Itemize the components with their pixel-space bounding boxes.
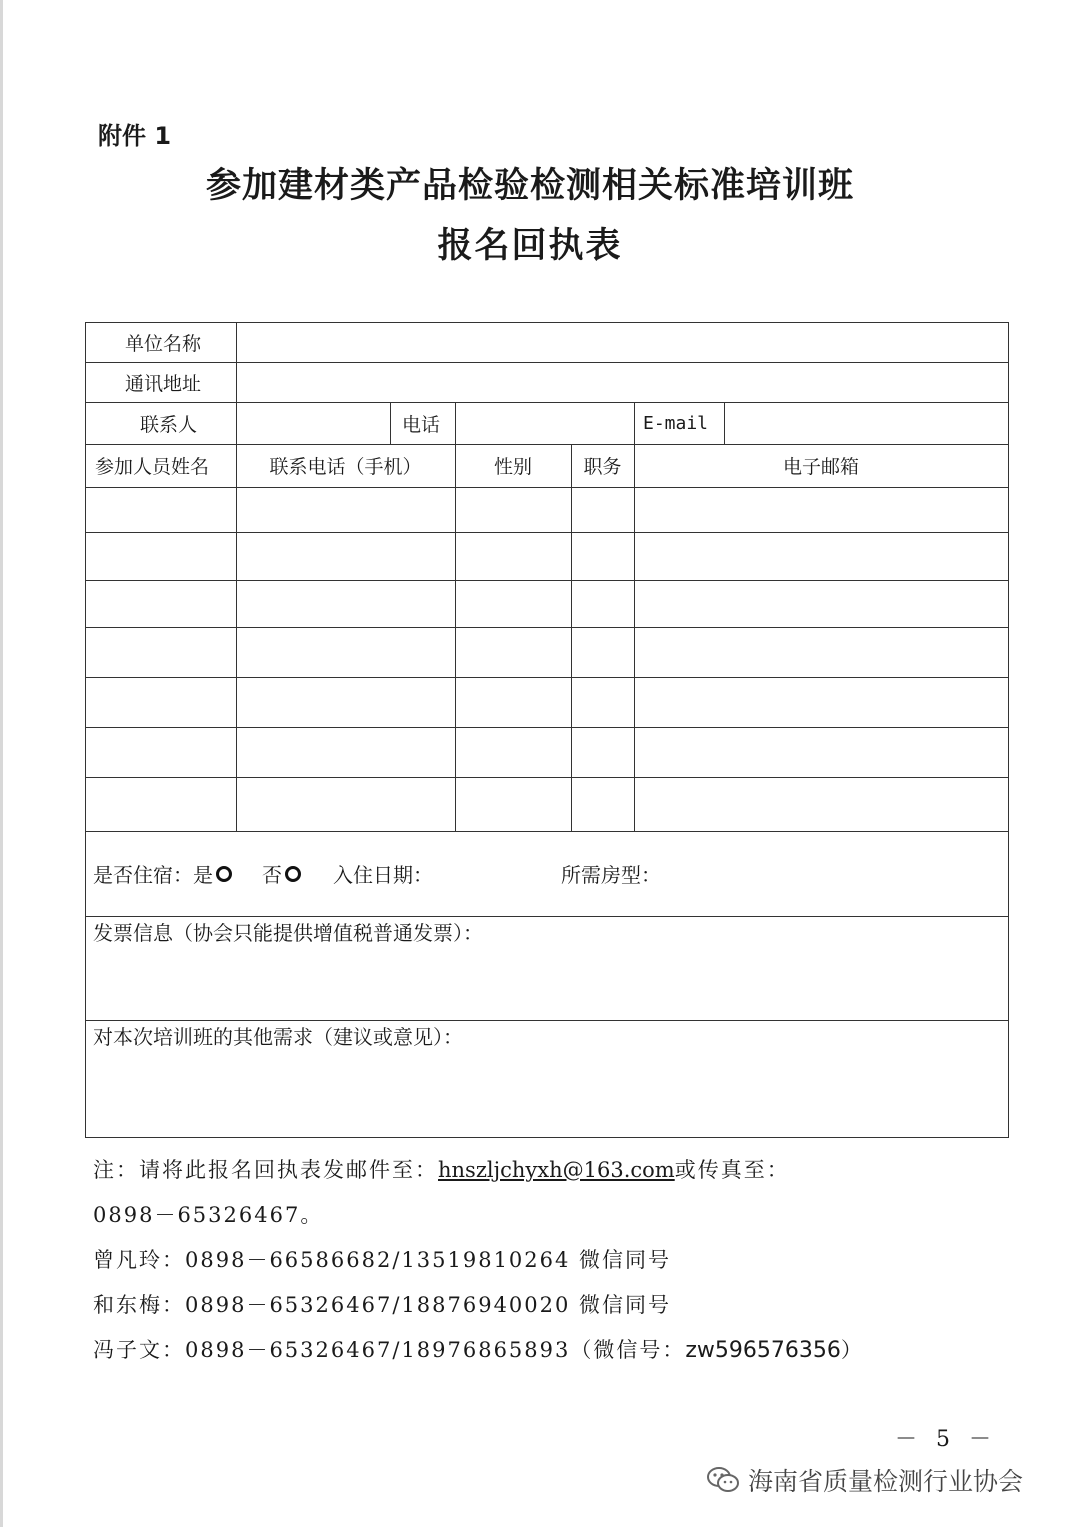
note-prefix: 注：请将此报名回执表发邮件至： bbox=[93, 1158, 438, 1182]
email-field[interactable] bbox=[724, 402, 1008, 444]
notes-block bbox=[93, 1148, 864, 1373]
registration-form bbox=[85, 322, 1009, 1138]
attachment-label: 附件 1 bbox=[98, 122, 172, 150]
note-line bbox=[93, 1148, 864, 1193]
col-line bbox=[455, 444, 456, 831]
row-line bbox=[85, 487, 1009, 488]
row-line bbox=[85, 532, 1009, 533]
address-field[interactable] bbox=[236, 362, 1008, 402]
col-line bbox=[634, 444, 635, 831]
unit-name-field[interactable] bbox=[236, 322, 1008, 362]
email-link[interactable]: hnszljchyxh@163.com bbox=[438, 1158, 675, 1182]
contact-line: 曾凡玲：0898－66586682/13519810264 微信同号 bbox=[93, 1248, 672, 1272]
col-header-gender: 性别 bbox=[493, 456, 532, 478]
col-line bbox=[390, 402, 391, 444]
address-label: 通讯地址 bbox=[125, 372, 202, 395]
col-header-position: 职务 bbox=[583, 456, 622, 478]
col-header-email: 电子邮箱 bbox=[782, 456, 859, 478]
checkin-date-label: 入住日期： bbox=[333, 863, 433, 887]
wechat-icon bbox=[706, 1466, 740, 1494]
fax-number: 0898－65326467。 bbox=[93, 1203, 324, 1227]
form-border-bottom bbox=[85, 1137, 1009, 1138]
accommodation-row bbox=[93, 831, 661, 916]
contact-line bbox=[93, 1328, 864, 1373]
row-line bbox=[85, 777, 1009, 778]
room-type-label: 所需房型： bbox=[561, 863, 661, 887]
contact-field[interactable] bbox=[236, 402, 390, 444]
col-header-name: 参加人员姓名 bbox=[95, 456, 210, 478]
contact3-text: 冯子文：0898－65326467/18976865893（微信号： bbox=[93, 1338, 686, 1362]
invoice-label: 发票信息（协会只能提供增值税普通发票）： bbox=[93, 920, 483, 945]
phone-field[interactable] bbox=[455, 402, 634, 444]
document-subtitle: 报名回执表 bbox=[437, 225, 623, 266]
contact-line: 和东梅：0898－65326467/18876940020 微信同号 bbox=[93, 1293, 672, 1317]
page-number: － 5 － bbox=[895, 1427, 997, 1452]
col-header-mobile: 联系电话（手机） bbox=[269, 456, 422, 478]
other-needs-label: 对本次培训班的其他需求（建议或意见）： bbox=[93, 1024, 463, 1049]
document-title: 参加建材类产品检验检测相关标准培训班 bbox=[205, 165, 854, 206]
row-line bbox=[85, 580, 1009, 581]
no-label: 否 bbox=[262, 863, 282, 887]
row-line bbox=[85, 727, 1009, 728]
no-radio[interactable] bbox=[285, 866, 301, 882]
form-border-left bbox=[85, 322, 86, 1138]
yes-radio[interactable] bbox=[216, 866, 232, 882]
watermark-text: 海南省质量检测行业协会 bbox=[748, 1467, 1024, 1496]
watermark bbox=[706, 1462, 1023, 1498]
accommodation-label: 是否住宿：是 bbox=[93, 863, 213, 887]
row-line bbox=[85, 627, 1009, 628]
contact-label: 联系人 bbox=[140, 413, 198, 436]
form-border-right bbox=[1008, 322, 1009, 1138]
wechat-id: zw596576356 bbox=[685, 1338, 841, 1363]
email-label: E-mail bbox=[643, 412, 709, 434]
phone-label: 电话 bbox=[402, 413, 441, 436]
row-line bbox=[85, 677, 1009, 678]
contact3-end: ） bbox=[840, 1338, 864, 1362]
unit-name-label: 单位名称 bbox=[125, 332, 202, 355]
note-suffix: 或传真至： bbox=[674, 1158, 790, 1182]
col-line bbox=[634, 402, 635, 444]
col-line bbox=[571, 444, 572, 831]
